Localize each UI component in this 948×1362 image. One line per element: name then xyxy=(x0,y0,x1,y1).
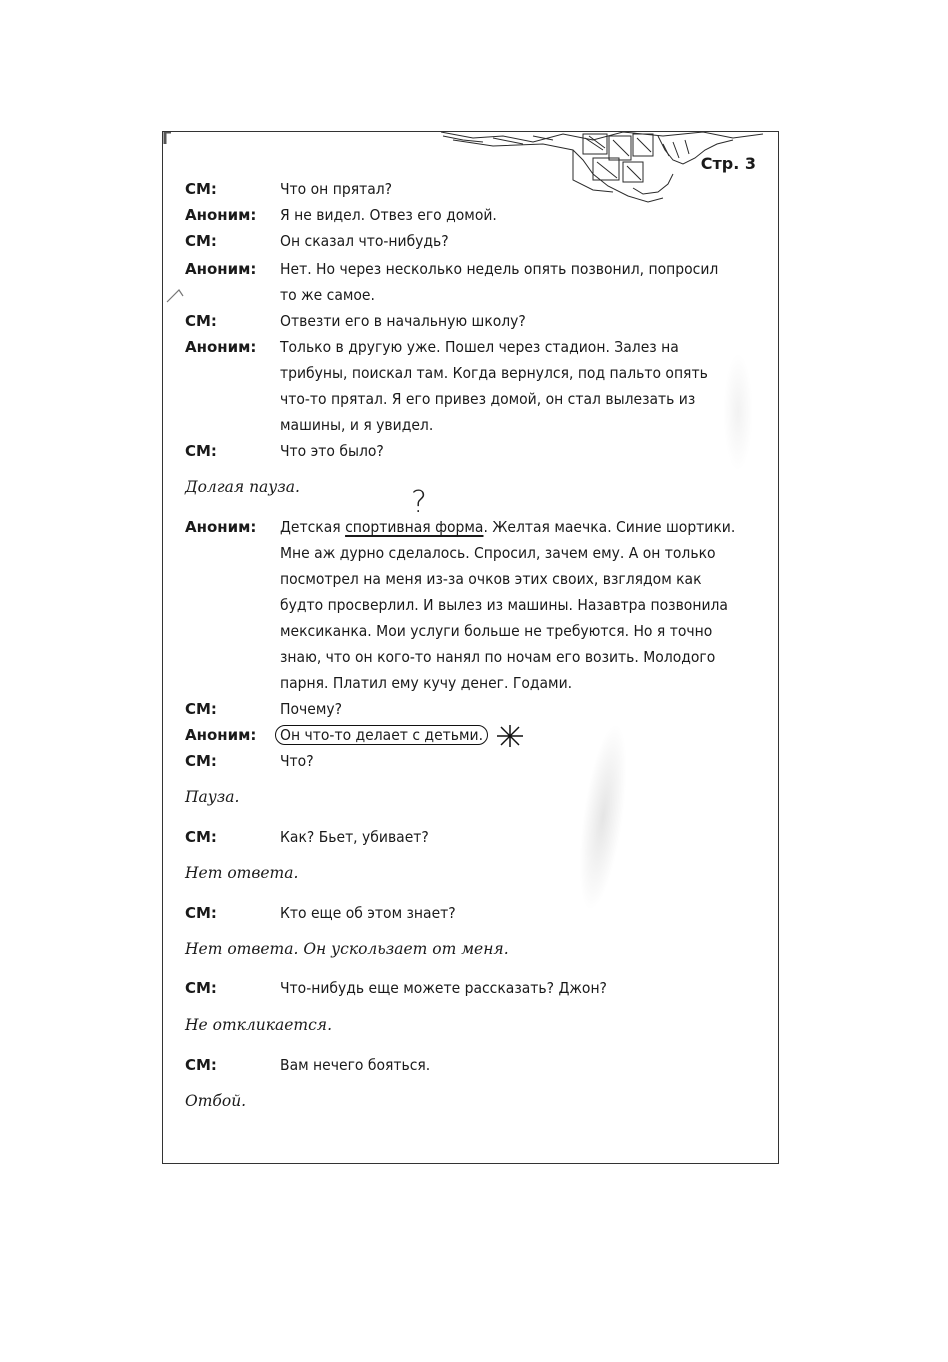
speaker-label: Аноним: xyxy=(185,206,257,224)
line-text: Кто еще об этом знает? xyxy=(280,904,456,922)
stage-direction: Нет ответа. Он ускользает от меня. xyxy=(185,940,509,958)
speaker-label: СМ: xyxy=(185,904,217,922)
speaker-label: СМ: xyxy=(185,1056,217,1074)
line-text: Мне аж дурно сделалось. Спросил, зачем ему. А он только xyxy=(280,544,716,562)
speaker-label: СМ: xyxy=(185,442,217,460)
speaker-label: Аноним: xyxy=(185,260,257,278)
circled-phrase: Он что-то делает с детьми. xyxy=(275,725,488,745)
line-text-part: Детская xyxy=(280,518,346,536)
speaker-label: СМ: xyxy=(185,232,217,250)
speaker-label: Аноним: xyxy=(185,518,257,536)
line-text: будто просверлил. И вылез из машины. Назавтра позвонила xyxy=(280,596,728,614)
line-text: Отвезти его в начальную школу? xyxy=(280,312,526,330)
speaker-label: Аноним: xyxy=(185,726,257,744)
line-text: Нет. Но через несколько недель опять позвонил, попросил xyxy=(280,260,719,278)
speaker-label: Аноним: xyxy=(185,338,257,356)
page-number: Стр. 3 xyxy=(700,154,756,173)
line-text: Он сказал что-нибудь? xyxy=(280,232,449,250)
document-page xyxy=(162,131,779,1164)
speaker-label: СМ: xyxy=(185,312,217,330)
line-text: Что это было? xyxy=(280,442,384,460)
line-text-part: . Желтая маечка. Синие шортики. xyxy=(483,518,736,536)
line-text: трибуны, поискал там. Когда вернулся, под пальто опять xyxy=(280,364,708,382)
line-text: то же самое. xyxy=(280,286,375,304)
stage-direction: Нет ответа. xyxy=(185,864,299,882)
line-text: парня. Платил ему кучу денег. Годами. xyxy=(280,674,573,692)
speaker-label: СМ: xyxy=(185,979,217,997)
underlined-phrase: спортивная форма xyxy=(345,518,484,536)
stage-direction: Пауза. xyxy=(185,788,240,806)
stage-direction: Не откликается. xyxy=(185,1016,332,1034)
line-text: Что? xyxy=(280,752,314,770)
stage-direction: Отбой. xyxy=(185,1092,247,1110)
speaker-label: СМ: xyxy=(185,828,217,846)
stage-direction: Долгая пауза. xyxy=(185,478,300,496)
line-text: мексиканка. Мои услуги больше не требуются. Но я точно xyxy=(280,622,713,640)
speaker-label: СМ: xyxy=(185,752,217,770)
line-text: посмотрел на меня из-за очков этих своих, взглядом как xyxy=(280,570,702,588)
line-text xyxy=(280,514,760,540)
speaker-label: СМ: xyxy=(185,700,217,718)
line-text: Как? Бьет, убивает? xyxy=(280,828,429,846)
handwritten-star-mark xyxy=(495,723,525,749)
line-text: Я не видел. Отвез его домой. xyxy=(280,206,497,224)
line-text: Почему? xyxy=(280,700,343,718)
line-text: Что-нибудь еще можете рассказать? Джон? xyxy=(280,979,607,997)
line-text: Что он прятал? xyxy=(280,180,393,198)
line-text: Вам нечего бояться. xyxy=(280,1056,431,1074)
line-text: машины, и я увидел. xyxy=(280,416,434,434)
speaker-label: СМ: xyxy=(185,180,217,198)
line-text: знаю, что он кого-то нанял по ночам его возить. Молодого xyxy=(280,648,716,666)
handwritten-question-mark: ? xyxy=(411,485,427,520)
line-text: Только в другую уже. Пошел через стадион. Залез на xyxy=(280,338,679,356)
line-text: что-то прятал. Я его привез домой, он стал вылезать из xyxy=(280,390,696,408)
